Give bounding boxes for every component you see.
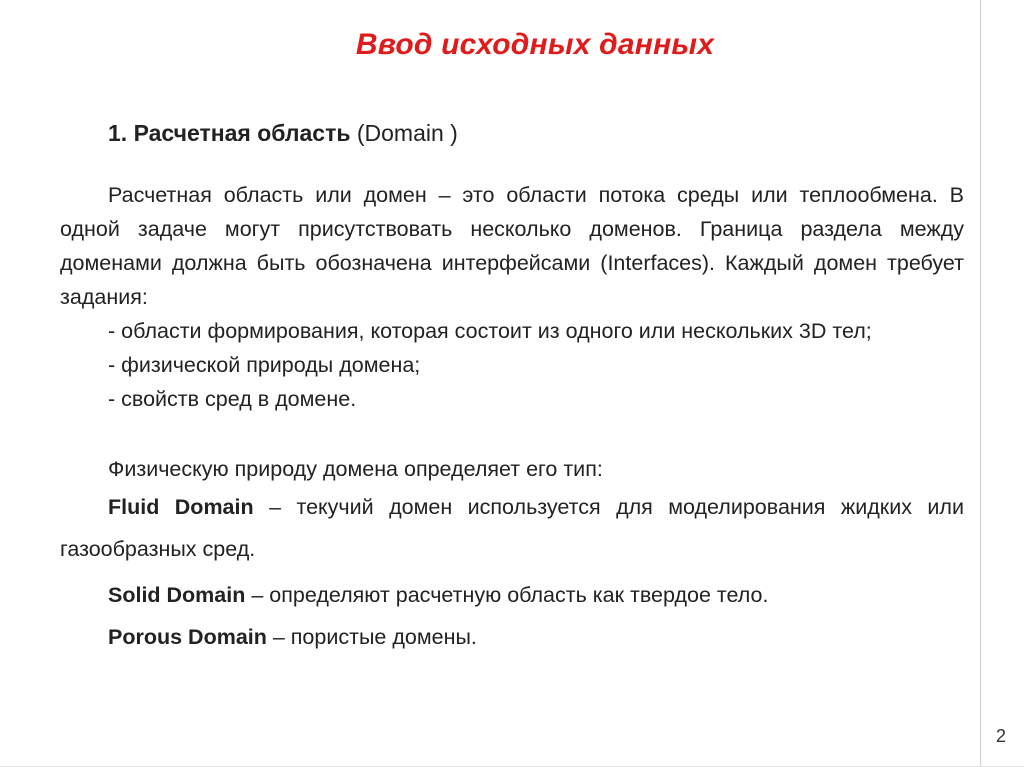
- domain-type-term: Porous Domain: [108, 625, 267, 649]
- slide-title: Ввод исходных данных: [355, 28, 715, 61]
- section-heading-bold: 1. Расчетная область: [108, 120, 351, 146]
- slide-edge-divider: [980, 0, 981, 767]
- domain-definition-paragraph: Расчетная область или домен – это области потока среды или теплообмена. В одной задаче могут присутствовать несколько доменов. Граница раздела между доменами должна быть обозначена интерфейсами (Interfaces). Каждый домен требует задания:: [60, 183, 964, 309]
- domain-type-description: – текучий домен используется для моделирования жидких или газообразных сред.: [60, 495, 964, 561]
- page-number: 2: [995, 726, 1006, 746]
- section-heading: [108, 116, 964, 150]
- paragraph-gap: [60, 416, 964, 452]
- domain-type-term: Solid Domain: [108, 583, 246, 607]
- domain-type-term: Fluid Domain: [108, 495, 254, 519]
- requirement-item-formation: - области формирования, которая состоит из одного или нескольких 3D тел;: [108, 319, 872, 343]
- domain-type-fluid: [60, 486, 964, 570]
- domain-type-solid: [60, 578, 964, 612]
- domain-type-description: – определяют расчетную область как твердое тело.: [245, 583, 769, 607]
- requirement-item-materials: - свойств сред в домене.: [108, 387, 357, 411]
- slide-body: [60, 116, 964, 654]
- domain-type-porous: [60, 620, 964, 654]
- domain-types-intro: Физическую природу домена определяет его тип:: [108, 457, 603, 481]
- domain-type-description: – пористые домены.: [266, 625, 477, 649]
- requirement-item-physics: - физической природы домена;: [108, 353, 421, 377]
- section-heading-suffix: (Domain ): [350, 120, 458, 146]
